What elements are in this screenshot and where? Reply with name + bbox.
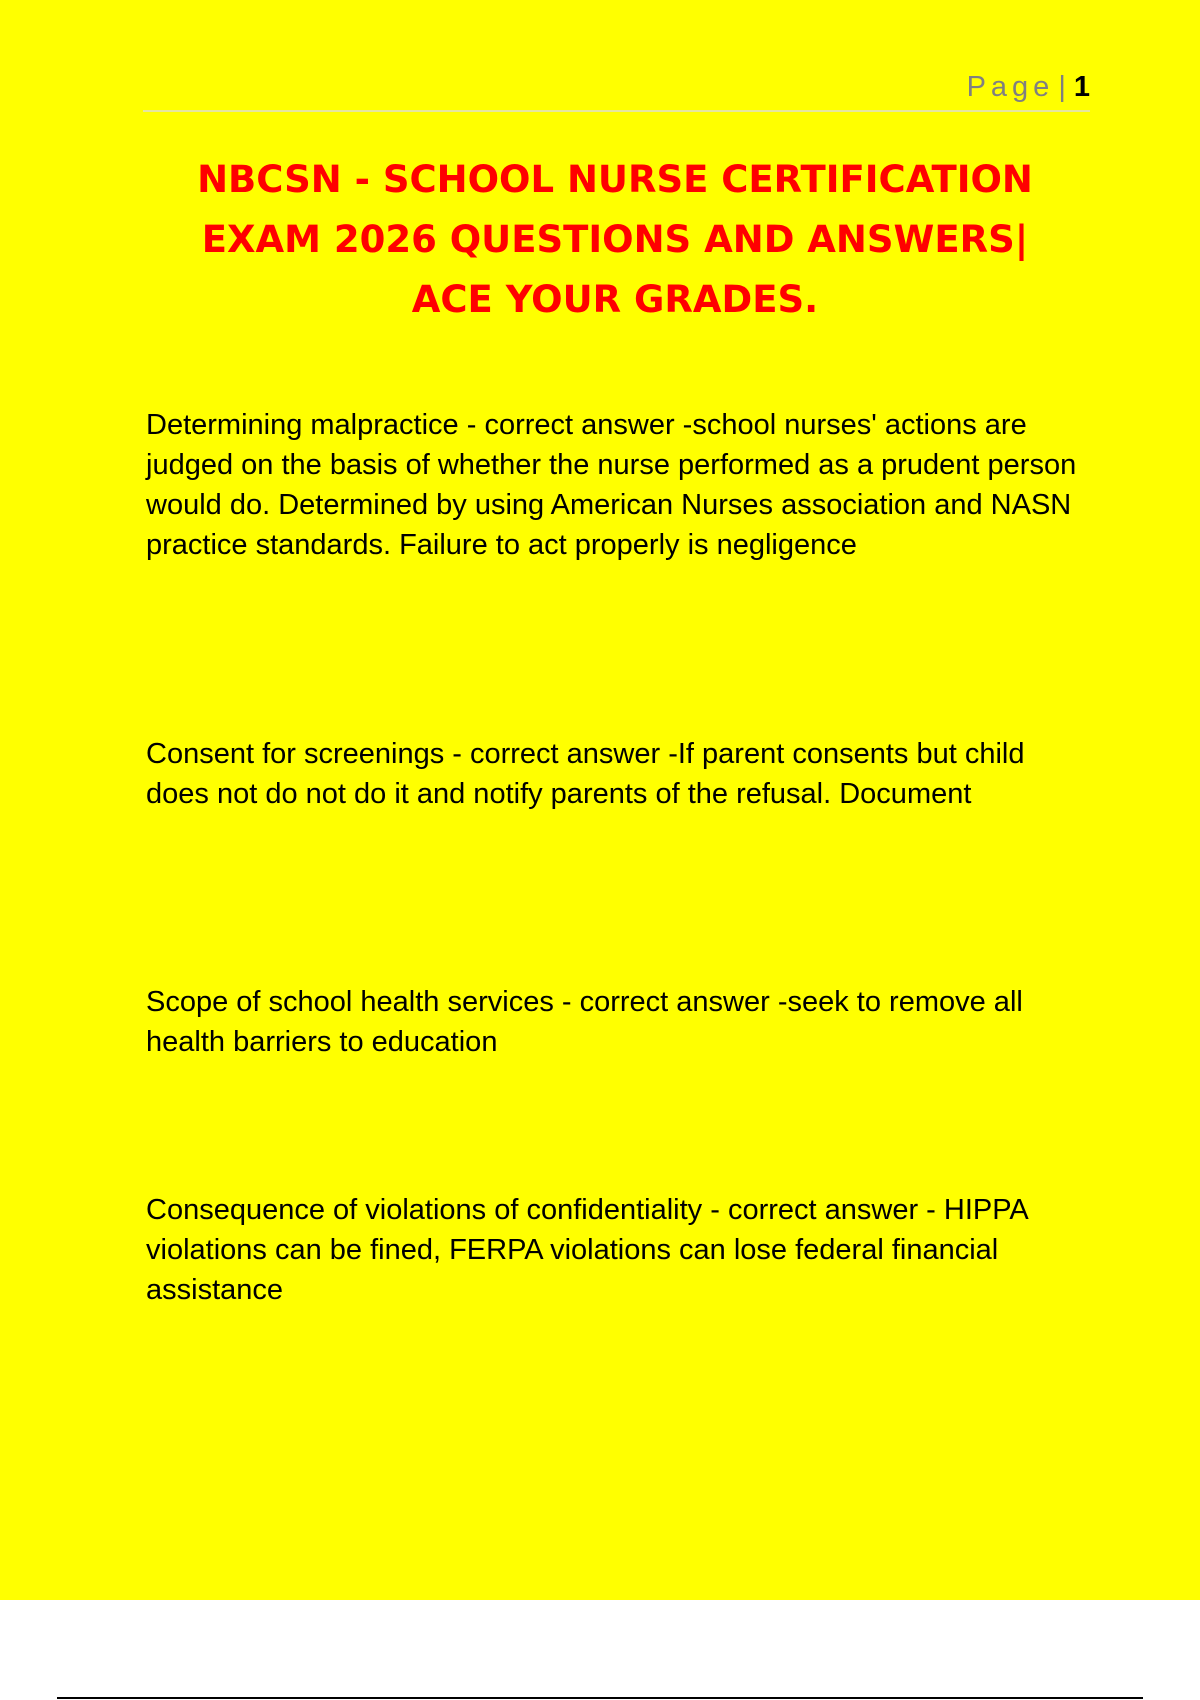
qa-item-malpractice: Determining malpractice - correct answer -school nurses' actions are judged on the basis of whether the nurse performed as a prudent person would do. Determined by using American Nurses association and NASN practice standards. Failure to act properly is negligence xyxy=(146,409,1077,561)
title-line-3: ACE YOUR GRADES. xyxy=(411,278,819,321)
title-line-1: NBCSN - SCHOOL NURSE CERTIFICATION xyxy=(197,158,1033,201)
bottom-divider xyxy=(57,1697,1143,1699)
title-line-2: EXAM 2026 QUESTIONS AND ANSWERS| xyxy=(201,218,1029,261)
page-number: 1 xyxy=(1073,71,1090,103)
page-label: Page xyxy=(966,71,1055,103)
qa-item-confidentiality-violations: Consequence of violations of confidentiality - correct answer - HIPPA violations can be fined, FERPA violations can lose federal financial assistance xyxy=(146,1194,1028,1306)
page-header xyxy=(143,72,1090,112)
page-separator: | xyxy=(1058,71,1066,103)
qa-item-consent-screenings: Consent for screenings - correct answer -If parent consents but child does not do not do it and notify parents of the refusal. Document xyxy=(146,738,1025,810)
document-title xyxy=(140,150,1090,330)
qa-item-scope-health-services: Scope of school health services - correct answer -seek to remove all health barriers to education xyxy=(146,986,1023,1058)
